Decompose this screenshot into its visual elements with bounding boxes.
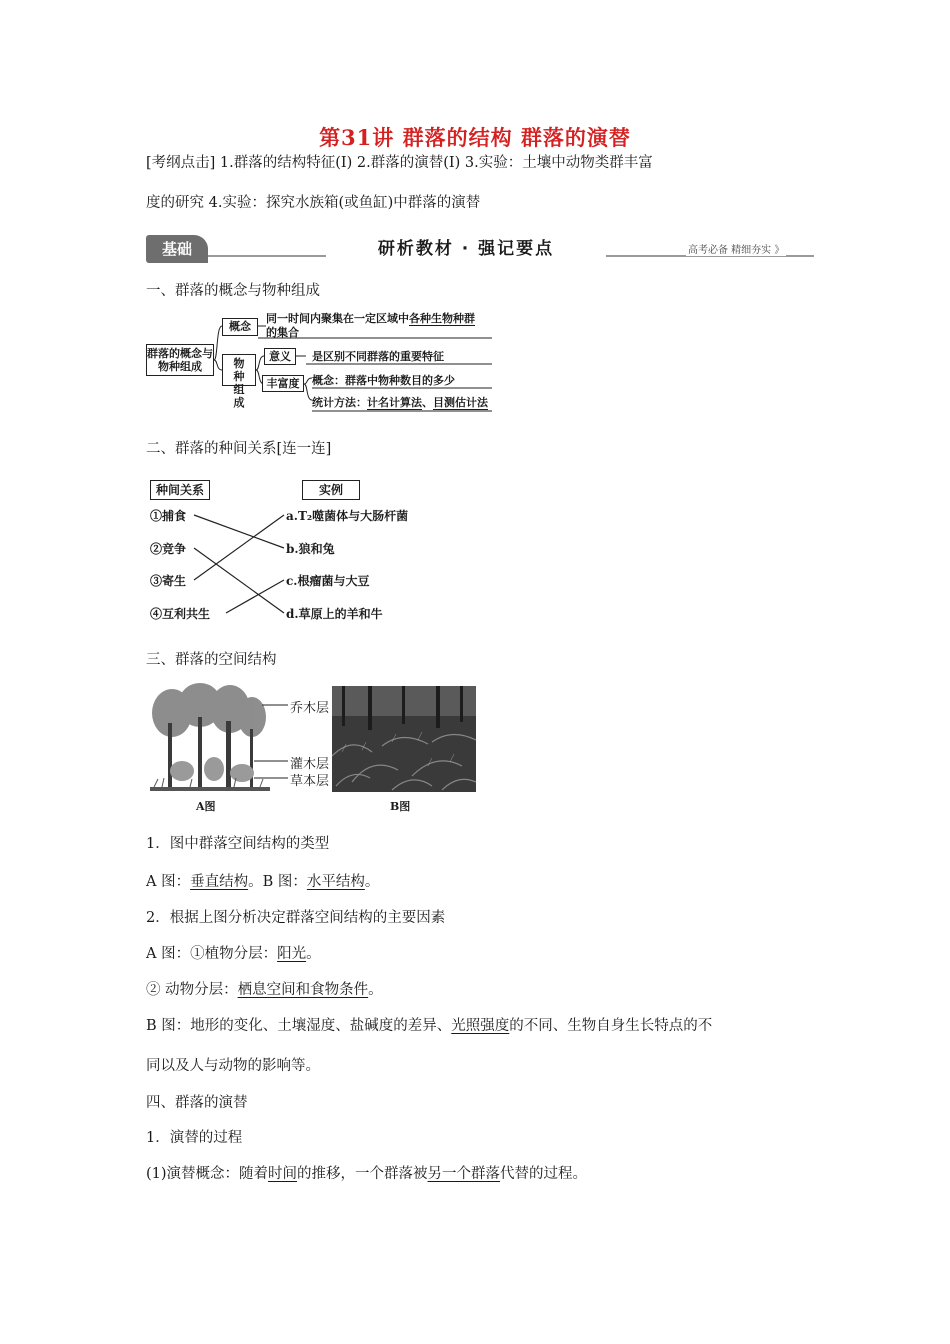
fern-photo-illustration [332, 686, 476, 792]
figure-a [150, 683, 330, 795]
matching-left-item: ③寄生 [150, 574, 187, 588]
banner-title: 研析教材 · 强记要点 [377, 239, 555, 259]
banner-badge: 基础 [146, 235, 208, 263]
answer-3: ② 动物分层：栖息空间和食物条件。 [146, 982, 383, 998]
figure-b-fern-photo [332, 686, 476, 792]
section-4-item-1: (1)演替概念：随着时间的推移，一个群落被另一个群落代替的过程。 [146, 1166, 588, 1182]
diagram-richness-concept: 概念：群落中物种数目的多少 [312, 374, 455, 387]
matching-right-item: a.T₂噬菌体与大肠杆菌 [286, 509, 409, 523]
matching-left-item: ①捕食 [150, 509, 187, 523]
answer-b-line-1: B 图：地形的变化、土壤湿度、盐碱度的差异、光照强度的不同、生物自身生长特点的不 [146, 1018, 713, 1034]
answer-1: A 图：垂直结构。B 图：水平结构。 [146, 874, 380, 890]
section-4-sub-1: 1．演替的过程 [146, 1130, 243, 1146]
figure-b-caption: B图 [390, 800, 411, 813]
banner-tagline: 高考必备 精细夯实 》 [686, 241, 786, 256]
answer-b-line-2: 同以及人与动物的影响等。 [146, 1058, 320, 1074]
question-1: 1．图中群落空间结构的类型 [146, 836, 330, 852]
matching-left-header: 种间关系 [150, 480, 210, 500]
diagram-richness-box: 丰富度 [262, 375, 304, 392]
matching-left-item: ②竞争 [150, 542, 187, 556]
matching-lines [146, 476, 446, 626]
question-2: 2．根据上图分析决定群落空间结构的主要因素 [146, 910, 446, 926]
layer-label-shrub: 灌木层 [290, 757, 330, 772]
layer-label-tree: 乔木层 [290, 701, 330, 716]
matching-right-item: d.草原上的羊和牛 [286, 607, 383, 621]
diagram-meaning-box: 意义 [264, 348, 296, 365]
syllabus-line-2: 度的研究 4.实验：探究水族箱(或鱼缸)中群落的演替 [146, 195, 481, 211]
diagram-richness-method: 统计方法：计名计算法、目测估计法 [312, 396, 488, 409]
match-line-3-a [194, 515, 284, 580]
syllabus-line-1: [考纲点击] 1.群落的结构特征(Ⅰ) 2.群落的演替(Ⅰ) 3.实验：土壤中动物类群丰富 [146, 155, 653, 171]
match-line-1-b [194, 515, 284, 548]
matching-diagram [146, 476, 446, 626]
diagram-meaning-text: 是区别不同群落的重要特征 [312, 350, 444, 363]
section-2-heading: 二、群落的种间关系[连一连] [146, 441, 332, 457]
concept-diagram [146, 308, 496, 416]
diagram-concept-box: 概念 [222, 318, 258, 336]
page-title: 第31讲 群落的结构 群落的演替 [319, 125, 631, 150]
diagram-species-box: 物种组成 [222, 354, 256, 386]
section-3-heading: 三、群落的空间结构 [146, 652, 277, 668]
answer-2: A 图：①植物分层：阳光。 [146, 946, 321, 962]
match-line-2-d [194, 548, 284, 613]
section-1-heading: 一、群落的概念与物种组成 [146, 283, 320, 299]
diagram-root-box: 群落的概念与物种组成 [146, 344, 214, 376]
section-4-heading: 四、群落的演替 [146, 1095, 248, 1111]
layer-label-herb: 草本层 [290, 774, 330, 789]
matching-right-item: b.狼和兔 [286, 542, 335, 556]
match-line-4-c [226, 580, 284, 613]
figure-a-caption: A图 [196, 800, 216, 813]
section-banner [146, 235, 814, 263]
matching-left-item: ④互利共生 [150, 607, 211, 621]
matching-right-item: c.根瘤菌与大豆 [286, 574, 370, 588]
diagram-concept-text: 同一时间内聚集在一定区域中各种生物种群 的集合 [266, 312, 475, 339]
matching-right-header: 实例 [302, 480, 360, 500]
